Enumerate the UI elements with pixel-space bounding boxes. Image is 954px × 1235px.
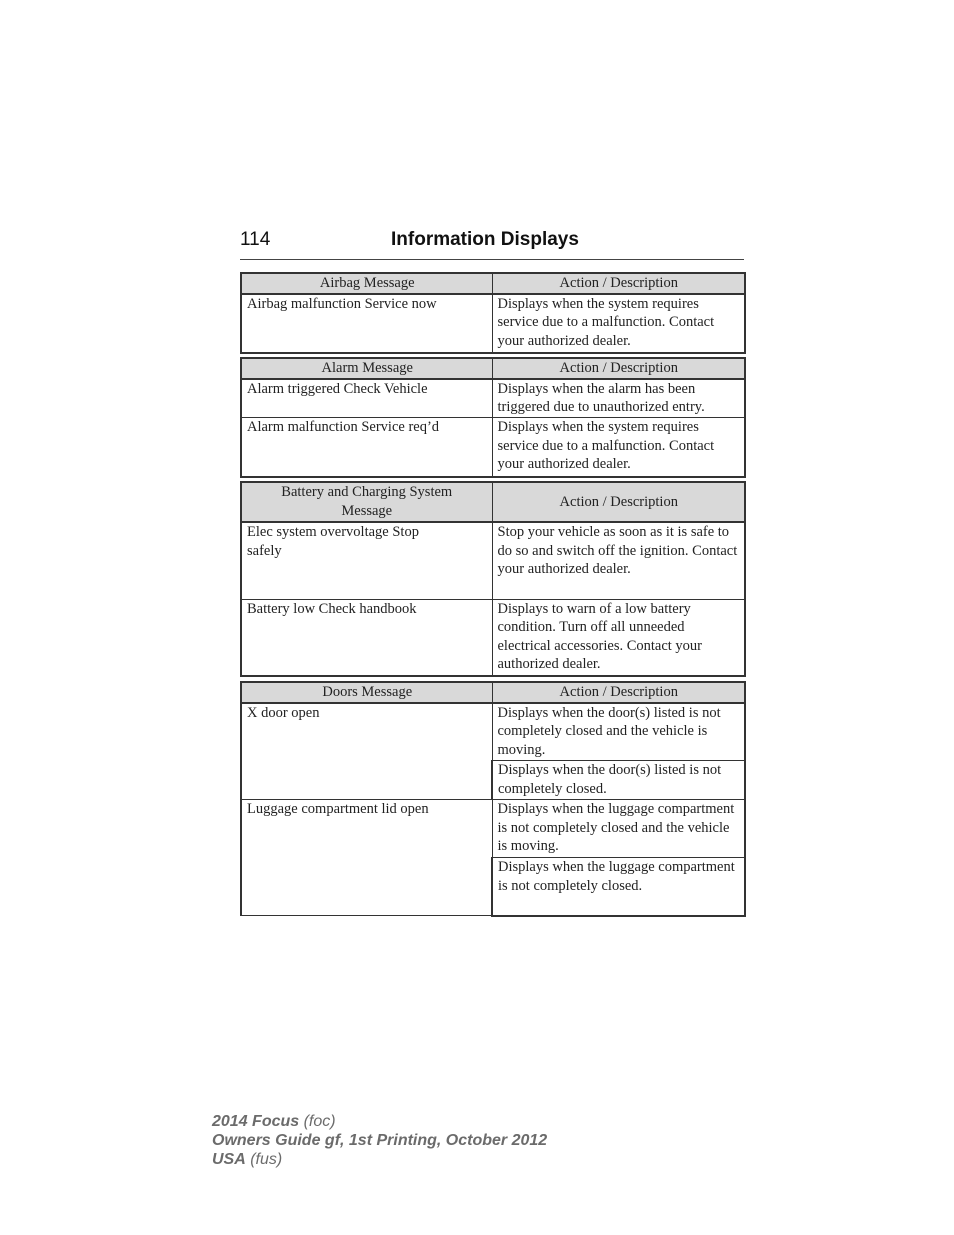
table-row [241, 418, 745, 477]
action-cell: Displays when the door(s) listed is not completely closed. [492, 761, 745, 800]
column-header-action: Action / Description [492, 273, 745, 294]
column-header-action: Action / Description [492, 482, 745, 522]
table-row [241, 599, 745, 676]
battery-message-table [240, 481, 746, 677]
action-cell: Displays when the system requires service due to a malfunction. Contact your authorized dealer. [492, 294, 745, 353]
message-cell: Airbag malfunction Service now [241, 294, 492, 353]
table-header-row [241, 273, 745, 294]
footer-model-code: (foc) [299, 1113, 336, 1130]
message-cell: X door open [241, 703, 492, 800]
table-row [241, 703, 745, 761]
airbag-message-table [240, 272, 746, 354]
table-row [241, 294, 745, 353]
column-header-message: Alarm Message [241, 358, 492, 379]
page-header [240, 229, 744, 260]
message-cell: Elec system overvoltage Stop safely [241, 522, 492, 599]
action-cell: Displays when the alarm has been triggered due to unauthorized entry. [492, 379, 745, 418]
page-number: 114 [240, 229, 271, 250]
message-cell: Alarm triggered Check Vehicle [241, 379, 492, 418]
footer-line-guide: Owners Guide gf, 1st Printing, October 2012 [212, 1132, 548, 1149]
message-cell: Luggage compartment lid open [241, 800, 492, 916]
action-cell: Displays to warn of a low battery condition. Turn off all unneeded electrical accessories. Contact your authorized dealer. [492, 599, 745, 676]
message-cell: Battery low Check handbook [241, 599, 492, 676]
message-cell: Alarm malfunction Service req’d [241, 418, 492, 477]
section-title: Information Displays [391, 229, 579, 250]
document-footer [212, 1112, 547, 1169]
action-cell: Displays when the door(s) listed is not completely closed and the vehicle is moving. [492, 703, 745, 761]
footer-market: USA [212, 1151, 246, 1168]
column-header-message: Doors Message [241, 682, 492, 703]
footer-model: 2014 Focus [212, 1113, 300, 1130]
alarm-message-table [240, 357, 746, 478]
table-header-row [241, 682, 745, 703]
table-row [241, 379, 745, 418]
footer-line-market [212, 1150, 547, 1169]
action-cell: Stop your vehicle as soon as it is safe to do so and switch off the ignition. Contact your authorized dealer. [492, 522, 745, 599]
column-header-message: Battery and Charging System Message [241, 482, 492, 522]
doors-message-table [240, 681, 746, 917]
table-header-row [241, 358, 745, 379]
column-header-action: Action / Description [492, 682, 745, 703]
column-header-action: Action / Description [492, 358, 745, 379]
column-header-message: Airbag Message [241, 273, 492, 294]
action-cell: Displays when the luggage compartment is not completely closed. [492, 858, 745, 916]
footer-line-model [212, 1112, 547, 1131]
action-cell: Displays when the luggage compartment is not completely closed and the vehicle is moving. [492, 800, 745, 858]
table-row [241, 800, 745, 858]
table-row [241, 522, 745, 599]
action-cell: Displays when the system requires service due to a malfunction. Contact your authorized dealer. [492, 418, 745, 477]
footer-market-code: (fus) [245, 1151, 283, 1168]
table-header-row [241, 482, 745, 522]
